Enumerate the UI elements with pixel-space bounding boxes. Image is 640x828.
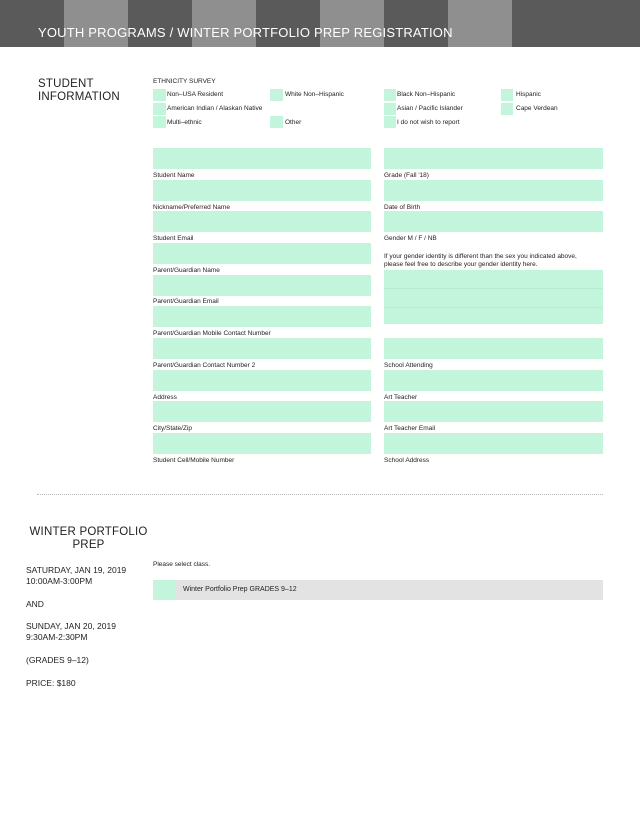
ethnicity-checkbox-non-usa-resident[interactable] bbox=[153, 89, 166, 101]
parent-mobile-label: Parent/Guardian Mobile Contact Number bbox=[153, 330, 271, 337]
page-title: YOUTH PROGRAMS / WINTER PORTFOLIO PREP REGISTRATION bbox=[38, 25, 453, 40]
gender-identity-note: If your gender identity is different than the sex you indicated above, please feel free to describe your gender identity here. bbox=[384, 253, 577, 268]
gender-identity-field[interactable] bbox=[384, 270, 603, 324]
program-grades: (GRADES 9–12) bbox=[26, 655, 89, 665]
parent-name-field[interactable] bbox=[153, 243, 371, 264]
ethnicity-checkbox-cape-verdean[interactable] bbox=[501, 103, 513, 115]
nickname-label: Nickname/Preferred Name bbox=[153, 204, 230, 211]
ethnicity-checkbox-american-indian[interactable] bbox=[153, 103, 166, 115]
school-attending-label: School Attending bbox=[384, 362, 433, 369]
city-state-zip-label: City/State/Zip bbox=[153, 425, 193, 432]
student-info-title-line1: STUDENT bbox=[38, 78, 94, 90]
program-title bbox=[26, 526, 151, 552]
student-name-field[interactable] bbox=[153, 148, 371, 169]
student-name-label: Student Name bbox=[153, 172, 195, 179]
ethnicity-survey-title: ETHNICITY SURVEY bbox=[153, 78, 216, 85]
page-header bbox=[0, 0, 640, 47]
program-and: AND bbox=[26, 599, 44, 609]
date-of-birth-label: Date of Birth bbox=[384, 204, 421, 211]
gender-label: Gender M / F / NB bbox=[384, 235, 437, 242]
parent-email-field[interactable] bbox=[153, 275, 371, 296]
class-option-checkbox[interactable] bbox=[153, 580, 176, 600]
class-option-label: Winter Portfolio Prep GRADES 9–12 bbox=[183, 586, 297, 593]
ethnicity-label-asian-pacific-islander: Asian / Pacific Islander bbox=[397, 105, 463, 112]
ethnicity-label-cape-verdean: Cape Verdean bbox=[516, 105, 558, 112]
ethnicity-checkbox-asian-pacific-islander[interactable] bbox=[384, 103, 396, 115]
program-price: PRICE: $180 bbox=[26, 678, 76, 688]
program-date-2: SUNDAY, JAN 20, 2019 bbox=[26, 621, 116, 631]
student-email-field[interactable] bbox=[153, 211, 371, 232]
ethnicity-checkbox-other[interactable] bbox=[270, 116, 283, 128]
ethnicity-label-american-indian: American Indian / Alaskan Native bbox=[167, 105, 263, 112]
program-time-2: 9:30AM-2:30PM bbox=[26, 632, 88, 642]
student-cell-label: Student Cell/Mobile Number bbox=[153, 457, 235, 464]
select-class-prompt: Please select class. bbox=[153, 561, 211, 568]
student-info-title-line2: INFORMATION bbox=[38, 91, 120, 103]
ethnicity-label-do-not-wish: I do not wish to report bbox=[397, 119, 460, 126]
program-time-1: 10:00AM-3:00PM bbox=[26, 576, 93, 586]
art-teacher-field[interactable] bbox=[384, 370, 603, 391]
art-teacher-email-field[interactable] bbox=[384, 401, 603, 422]
address-label: Address bbox=[153, 394, 177, 401]
school-address-label: School Address bbox=[384, 457, 430, 464]
ethnicity-label-multi-ethnic: Multi–ethnic bbox=[167, 119, 202, 126]
school-attending-field[interactable] bbox=[384, 338, 603, 359]
student-cell-field[interactable] bbox=[153, 433, 371, 454]
parent-email-label: Parent/Guardian Email bbox=[153, 298, 219, 305]
program-date-1: SATURDAY, JAN 19, 2019 bbox=[26, 565, 127, 575]
program-title-line1: WINTER PORTFOLIO bbox=[29, 526, 148, 538]
student-info-title bbox=[38, 78, 120, 104]
art-teacher-email-label: Art Teacher Email bbox=[384, 425, 436, 432]
ethnicity-checkbox-white-non-hispanic[interactable] bbox=[270, 89, 283, 101]
city-state-zip-field[interactable] bbox=[153, 401, 371, 422]
grade-field[interactable] bbox=[384, 148, 603, 169]
ethnicity-label-black-non-hispanic: Black Non–Hispanic bbox=[397, 91, 456, 98]
ethnicity-checkbox-black-non-hispanic[interactable] bbox=[384, 89, 396, 101]
address-field[interactable] bbox=[153, 370, 371, 391]
parent-contact-2-field[interactable] bbox=[153, 338, 371, 359]
art-teacher-label: Art Teacher bbox=[384, 394, 418, 401]
school-address-field[interactable] bbox=[384, 433, 603, 454]
student-email-label: Student Email bbox=[153, 235, 194, 242]
ethnicity-checkbox-multi-ethnic[interactable] bbox=[153, 116, 166, 128]
ethnicity-label-hispanic: Hispanic bbox=[516, 91, 541, 98]
parent-name-label: Parent/Guardian Name bbox=[153, 267, 220, 274]
nickname-field[interactable] bbox=[153, 180, 371, 201]
parent-contact-2-label: Parent/Guardian Contact Number 2 bbox=[153, 362, 256, 369]
program-title-line2: PREP bbox=[72, 539, 105, 551]
date-of-birth-field[interactable] bbox=[384, 180, 603, 201]
ethnicity-label-white-non-hispanic: White Non–Hispanic bbox=[285, 91, 344, 98]
section-divider bbox=[37, 494, 603, 495]
ethnicity-label-non-usa-resident: Non–USA Resident bbox=[167, 91, 224, 98]
gender-field[interactable] bbox=[384, 211, 603, 232]
ethnicity-checkbox-hispanic[interactable] bbox=[501, 89, 513, 101]
grade-label: Grade (Fall '18) bbox=[384, 172, 429, 179]
ethnicity-checkbox-do-not-wish[interactable] bbox=[384, 116, 396, 128]
parent-mobile-field[interactable] bbox=[153, 306, 371, 327]
ethnicity-label-other: Other bbox=[285, 119, 302, 126]
class-option-row[interactable] bbox=[153, 580, 603, 600]
